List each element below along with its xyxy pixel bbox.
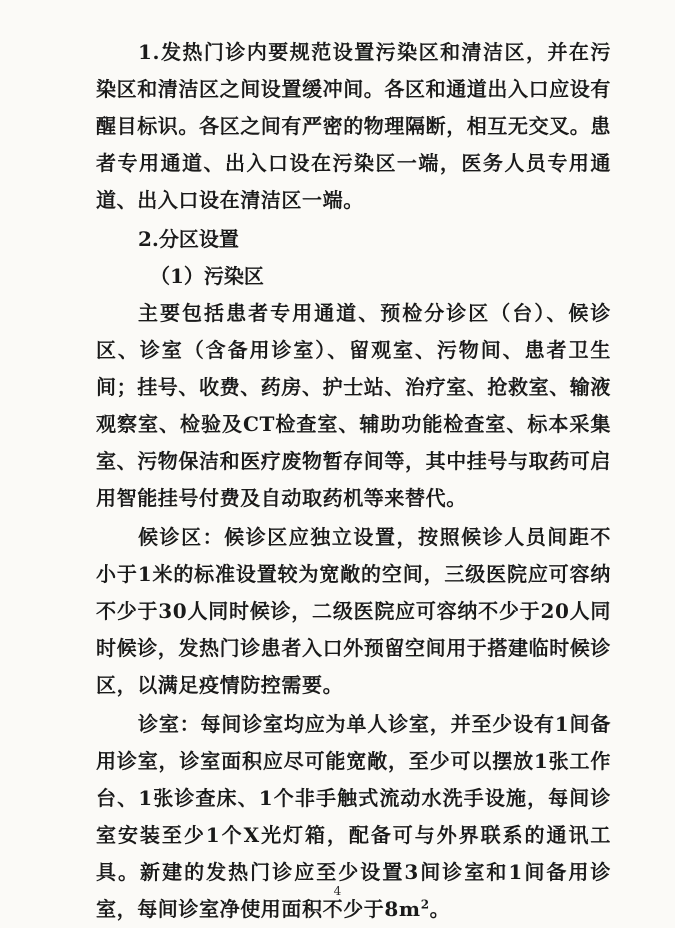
paragraph-contaminated-zone-contents: 主要包括患者专用通道、预检分诊区（台）、候诊区、诊室（含备用诊室）、留观室、污物间、患者卫生间；挂号、收费、药房、护士站、治疗室、抢救室、输液观察室、检验及CT检查室、辅助功能检查室、标本采集室、污物保洁和医疗废物暂存间等，其中挂号与取药可启用智能挂号付费及自动取药机等来替代。 — [96, 301, 611, 510]
square-meter-superscript: 2 — [420, 897, 430, 912]
consultation-room-text: 诊室：每间诊室均应为单人诊室，并至少设有1间备用诊室，诊室面积应尽可能宽敞，至少可以摆放1张工作台、1张诊查床、1个非手触式流动水洗手设施，每间诊室安装至少1个X光灯箱，配备可与外界联系的通讯工具。新建的发热门诊应至少设置3间诊室和1间备用诊室，每间诊室净使用面积不少于8m — [96, 712, 611, 921]
section-heading-zone-setup: 2.分区设置 — [138, 227, 239, 251]
paragraph-waiting-area: 候诊区：候诊区应独立设置，按照候诊人员间距不小于1米的标准设置较为宽敞的空间，三级医院应可容纳不少于30人同时候诊，二级医院应可容纳不少于20人同时候诊，发热门诊患者入口外预留空间用于搭建临时候诊区，以满足疫情防控需要。 — [96, 525, 611, 697]
subheading-contaminated-zone: （1）污染区 — [150, 264, 264, 288]
paragraph-zoning-requirements: 1.发热门诊内要规范设置污染区和清洁区，并在污染区和清洁区之间设置缓冲间。各区和通道出入口应设有醒目标识。各区之间有严密的物理隔断，相互无交叉。患者专用通道、出入口设在污染区一端，医务人员专用通道、出入口设在清洁区一端。 — [96, 40, 611, 212]
page-number: 4 — [333, 884, 342, 898]
sentence-end-mark: 。 — [429, 897, 451, 921]
